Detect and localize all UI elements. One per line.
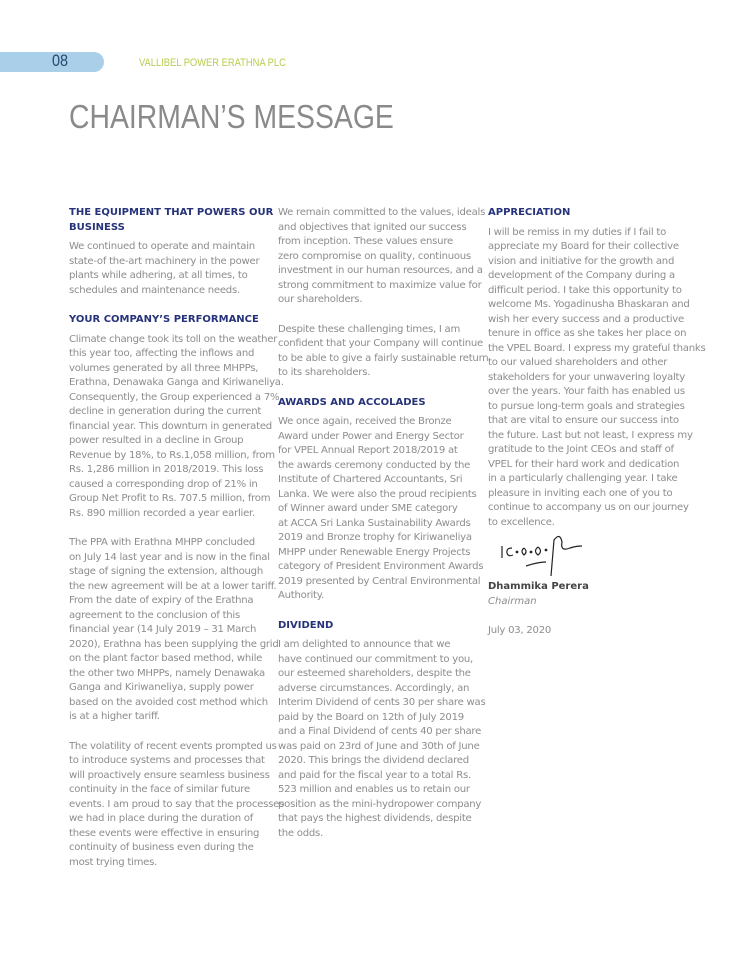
- body-text-line: I will be remiss in my duties if I fail to: [488, 226, 666, 238]
- body-text-line: welcome Ms. Yogadinusha Bhaskaran and: [488, 299, 690, 310]
- column-2: [278, 206, 489, 841]
- body-text-line: Consequently, the Group experienced a 7%: [69, 391, 280, 403]
- paragraph: [278, 308, 489, 381]
- body-text-line: for VPEL Annual Report 2018/2019 at: [278, 445, 458, 456]
- section-heading: AWARDS AND ACCOLADES: [278, 396, 426, 408]
- body-text-line: From the date of expiry of the Erathna: [69, 595, 254, 606]
- paragraph: [278, 206, 486, 308]
- body-text-line: zero compromise on quality, continuous: [278, 250, 471, 262]
- section: [69, 206, 274, 298]
- signoff: [488, 532, 693, 639]
- body-text-line: 2019 and Bronze trophy for Kiriwaneliya: [278, 532, 472, 543]
- body-text-line: to pursue long-term goals and strategies: [488, 400, 685, 412]
- body-text-line: 2019 presented by Central Environmental: [278, 575, 481, 587]
- body-text-line: agreement to the conclusion of this: [69, 609, 240, 621]
- page-title: CHAIRMAN’S MESSAGE: [69, 98, 394, 135]
- body-text-line: the VPEL Board. I express my grateful thanks: [488, 342, 706, 354]
- body-text-line: at ACCA Sri Lanka Sustainability Awards: [278, 517, 471, 529]
- section: [69, 298, 284, 521]
- body-text-line: continue to accompany us on our journey: [488, 502, 689, 513]
- body-text-line: and a Final Dividend of cents 40 per share: [278, 726, 482, 737]
- body-text-line: We remain committed to the values, ideals: [278, 207, 486, 218]
- body-text-line: stage of signing the extension, although: [69, 566, 263, 577]
- body-text-line: development of the Company during a: [488, 270, 675, 281]
- body-text-line: volumes generated by all three MHPPs,: [69, 362, 259, 374]
- section: [488, 206, 706, 530]
- body-text-line: over the years. Your faith has enabled us: [488, 386, 685, 397]
- body-text-line: Group Net Profit to Rs. 707.5 million, from: [69, 493, 271, 504]
- body-text-line: wish her every success and a productive: [488, 313, 684, 325]
- body-text-line: Rs. 1,286 million in 2018/2019. This loss: [69, 464, 264, 475]
- body-text-line: that pays the highest dividends, despite: [278, 813, 472, 824]
- body-text-line: We continued to operate and maintain: [69, 241, 255, 252]
- body-text-line: position as the mini-hydropower company: [278, 798, 482, 810]
- body-text-line: paid by the Board on 12th of July 2019: [278, 711, 464, 723]
- body-text-line: these events were effective in ensuring: [69, 827, 260, 839]
- body-text-line: MHPP under Renewable Energy Projects: [278, 546, 471, 558]
- message-date: July 03, 2020: [488, 625, 552, 636]
- body-text-line: was paid on 23rd of June and 30th of June: [278, 740, 480, 752]
- body-text-line: we had in place during the duration of: [69, 813, 254, 824]
- body-text-line: adverse circumstances. Accordingly, an: [278, 682, 470, 694]
- body-text-line: on July 14 last year and is now in the final: [69, 551, 270, 563]
- company-name: VALLIBEL POWER ERATHNA PLC: [139, 57, 286, 69]
- body-text-line: Revenue by 18%, to Rs.1,058 million, from: [69, 449, 275, 461]
- body-text-line: the future. Last but not least, I express my: [488, 429, 693, 441]
- body-text-line: most trying times.: [69, 856, 158, 868]
- signatory-role: Chairman: [488, 595, 537, 607]
- body-text-line: The volatility of recent events prompted us: [69, 740, 277, 752]
- body-text-line: pleasure in inviting each one of you to: [488, 487, 673, 499]
- column-1: [69, 206, 285, 870]
- body-text-line: decline in generation during the current: [69, 406, 262, 417]
- body-text-line: gratitude to the Joint CEOs and staff of: [488, 444, 674, 455]
- body-text-line: Rs. 890 million recorded a year earlier.: [69, 507, 255, 519]
- body-text-line: schedules and maintenance needs.: [69, 284, 240, 296]
- body-text-line: caused a corresponding drop of 21% in: [69, 478, 258, 490]
- body-text-line: strong commitment to maximize value for: [278, 279, 482, 291]
- body-text-line: 2020. This brings the dividend declared: [278, 755, 469, 766]
- body-text-line: to be able to give a fairly sustainable return: [278, 352, 489, 364]
- body-text-line: tenure in office as she takes her place on: [488, 328, 687, 339]
- column-3: [488, 206, 706, 639]
- signatory-name: Dhammika Perera: [488, 581, 589, 592]
- section: [278, 604, 486, 842]
- body-text-line: Ganga and Kiriwaneliya, supply power: [69, 682, 254, 693]
- body-text-line: continuity of business even during the: [69, 842, 254, 853]
- body-text-line: is at a higher tariff.: [69, 711, 160, 722]
- body-text-line: based on the avoided cost method which: [69, 696, 268, 708]
- body-text-line: 523 million and enables us to retain our: [278, 784, 470, 795]
- section-heading: YOUR COMPANY’S PERFORMANCE: [69, 314, 259, 325]
- signature: [496, 532, 596, 580]
- body-text-line: Climate change took its toll on the weather: [69, 333, 278, 345]
- body-text-line: this year too, affecting the inflows and: [69, 348, 255, 359]
- body-text-line: will proactively ensure seamless business: [69, 769, 270, 781]
- body-text-line: financial year. This downturn in generated: [69, 420, 272, 432]
- body-text-line: VPEL for their hard work and dedication: [488, 458, 680, 470]
- body-text-line: the new agreement will be at a lower tariff.: [69, 580, 277, 592]
- section: [278, 381, 483, 604]
- body-text-line: from inception. These values ensure: [278, 236, 453, 247]
- body-text-line: have continued our commitment to you,: [278, 653, 474, 665]
- body-text-line: of Winner award under SME category: [278, 503, 458, 514]
- section-heading: THE EQUIPMENT THAT POWERS OUR: [69, 207, 274, 218]
- paragraph: [69, 725, 285, 871]
- body-text-line: We once again, received the Bronze: [278, 416, 452, 427]
- body-text-line: in a particularly challenging year. I take: [488, 473, 678, 484]
- body-text-line: the awards ceremony conducted by the: [278, 459, 471, 471]
- body-text-line: Despite these challenging times, I am: [278, 323, 461, 335]
- body-text-line: on the plant factor based method, while: [69, 653, 263, 664]
- body-text-line: power resulted in a decline in Group: [69, 435, 244, 446]
- body-text-line: and paid for the fiscal year to a total Rs.: [278, 769, 471, 781]
- body-text-line: Lanka. We were also the proud recipients: [278, 488, 477, 500]
- body-text-line: Award under Power and Energy Sector: [278, 430, 464, 442]
- body-text-line: to introduce systems and processes that: [69, 755, 265, 766]
- body-text-line: stakeholders for your unwavering loyalty: [488, 371, 685, 383]
- body-text-line: Institute of Chartered Accountants, Sri: [278, 474, 463, 485]
- body-text-line: category of President Environment Awards: [278, 561, 484, 572]
- body-text-line: appreciate my Board for their collective: [488, 241, 679, 252]
- body-text-line: state-of the-art machinery in the power: [69, 255, 260, 267]
- section-heading: DIVIDEND: [278, 619, 334, 631]
- body-text-line: confident that your Company will continue: [278, 338, 484, 349]
- body-text-line: the odds.: [278, 827, 323, 839]
- body-text-line: plants while adhering, at all times, to: [69, 270, 248, 281]
- paragraph: [69, 521, 279, 725]
- section-heading: BUSINESS: [69, 221, 125, 233]
- body-text-line: vision and initiative for the growth and: [488, 255, 675, 267]
- body-text-line: the other two MHPPs, namely Denawaka: [69, 667, 265, 679]
- body-text-line: events. I am proud to say that the processes: [69, 798, 285, 810]
- body-text-line: our esteemed shareholders, despite the: [278, 668, 471, 679]
- body-text-line: difficult period. I take this opportunity to: [488, 284, 682, 296]
- body-text-line: our shareholders.: [278, 294, 363, 305]
- body-text-line: to our valued shareholders and other: [488, 357, 668, 368]
- body-text-line: investment in our human resources, and a: [278, 265, 483, 276]
- body-text-line: The PPA with Erathna MHPP concluded: [69, 537, 255, 548]
- body-text-line: Authority.: [278, 590, 324, 601]
- body-text-line: and objectives that ignited our success: [278, 221, 467, 233]
- body-text-line: Interim Dividend of cents 30 per share was: [278, 697, 486, 708]
- page-number: 08: [52, 51, 69, 70]
- body-text-line: 2020), Erathna has been supplying the grid: [69, 638, 279, 650]
- body-text-line: to excellence.: [488, 516, 555, 528]
- body-text-line: continuity in the face of similar future: [69, 784, 250, 795]
- body-text-line: that are vital to ensure our success into: [488, 415, 679, 426]
- body-text-line: to its shareholders.: [278, 367, 371, 378]
- section-heading: APPRECIATION: [488, 207, 571, 218]
- body-text-line: I am delighted to announce that we: [278, 639, 451, 650]
- body-text-line: financial year (14 July 2019 – 31 March: [69, 624, 257, 635]
- body-text-line: Erathna, Denawaka Ganga and Kiriwaneliya.: [69, 377, 284, 388]
